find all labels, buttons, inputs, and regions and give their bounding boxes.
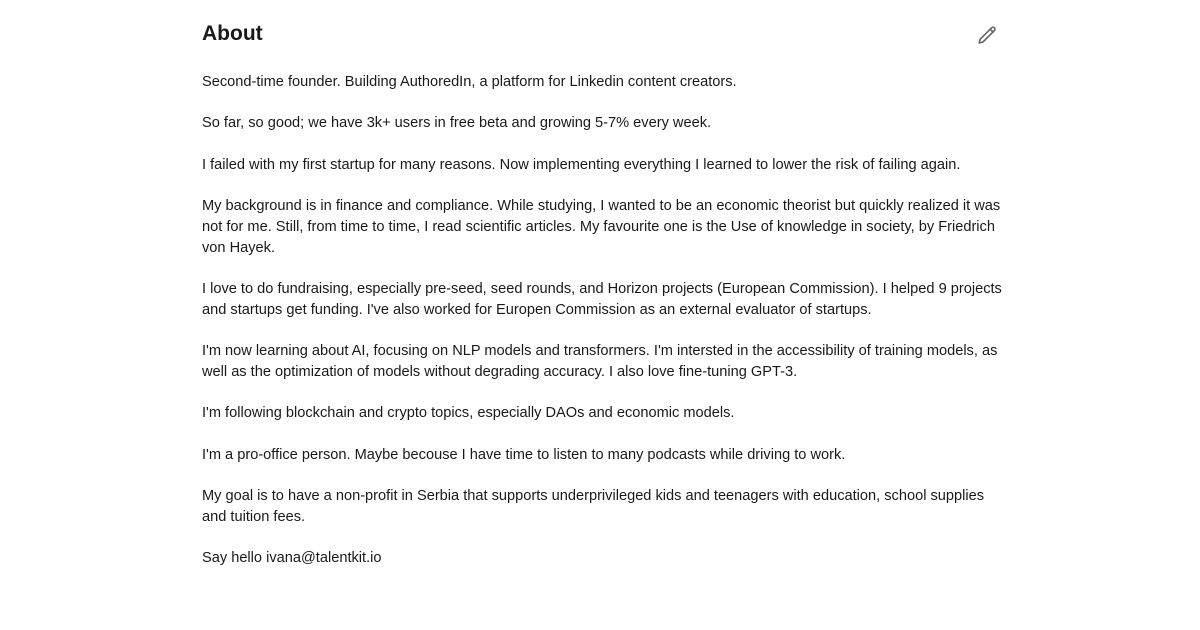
contact-line: Say hello ivana@talentkit.io: [202, 550, 382, 567]
about-paragraph: I love to do fundraising, especially pre-seed, seed rounds, and Horizon projects (European Commission). I helped 9 projects and startups get funding. I've also worked for Europen Commission as an external evaluator of startups.: [202, 280, 1002, 318]
pencil-icon: [975, 22, 999, 46]
edit-about-button[interactable]: [968, 15, 1006, 53]
about-paragraph: My goal is to have a non-profit in Serbia that supports underprivileged kids and teenagers with education, school supplies and tuition fees.: [202, 487, 985, 525]
about-paragraph: Second-time founder. Building AuthoredIn, a platform for Linkedin content creators.: [202, 74, 737, 90]
about-paragraph: My background is in finance and compliance. While studying, I wanted to be an economic theorist but quickly realized it was not for me. Still, from time to time, I read scientific articles. My favourite one is the Use of knowledge in society, by Friedrich von Hayek.: [202, 198, 1001, 256]
about-paragraph: I'm following blockchain and crypto topics, especially DAOs and economic models.: [202, 405, 735, 422]
section-title: About: [202, 22, 263, 45]
about-paragraph: So far, so good; we have 3k+ users in free beta and growing 5-7% every week.: [202, 115, 712, 132]
about-paragraph: I'm now learning about AI, focusing on NLP models and transformers. I'm intersted in the accessibility of training models, as well as the optimization of models without degrading accuracy. I also love fine-tuning GPT-3.: [202, 343, 998, 380]
about-text: [202, 72, 1002, 569]
about-paragraph: I'm a pro-office person. Maybe becouse I have time to listen to many podcasts while driving to work.: [202, 446, 846, 463]
about-paragraph: I failed with my first startup for many reasons. Now implementing everything I learned to lower the risk of failing again.: [202, 156, 961, 173]
